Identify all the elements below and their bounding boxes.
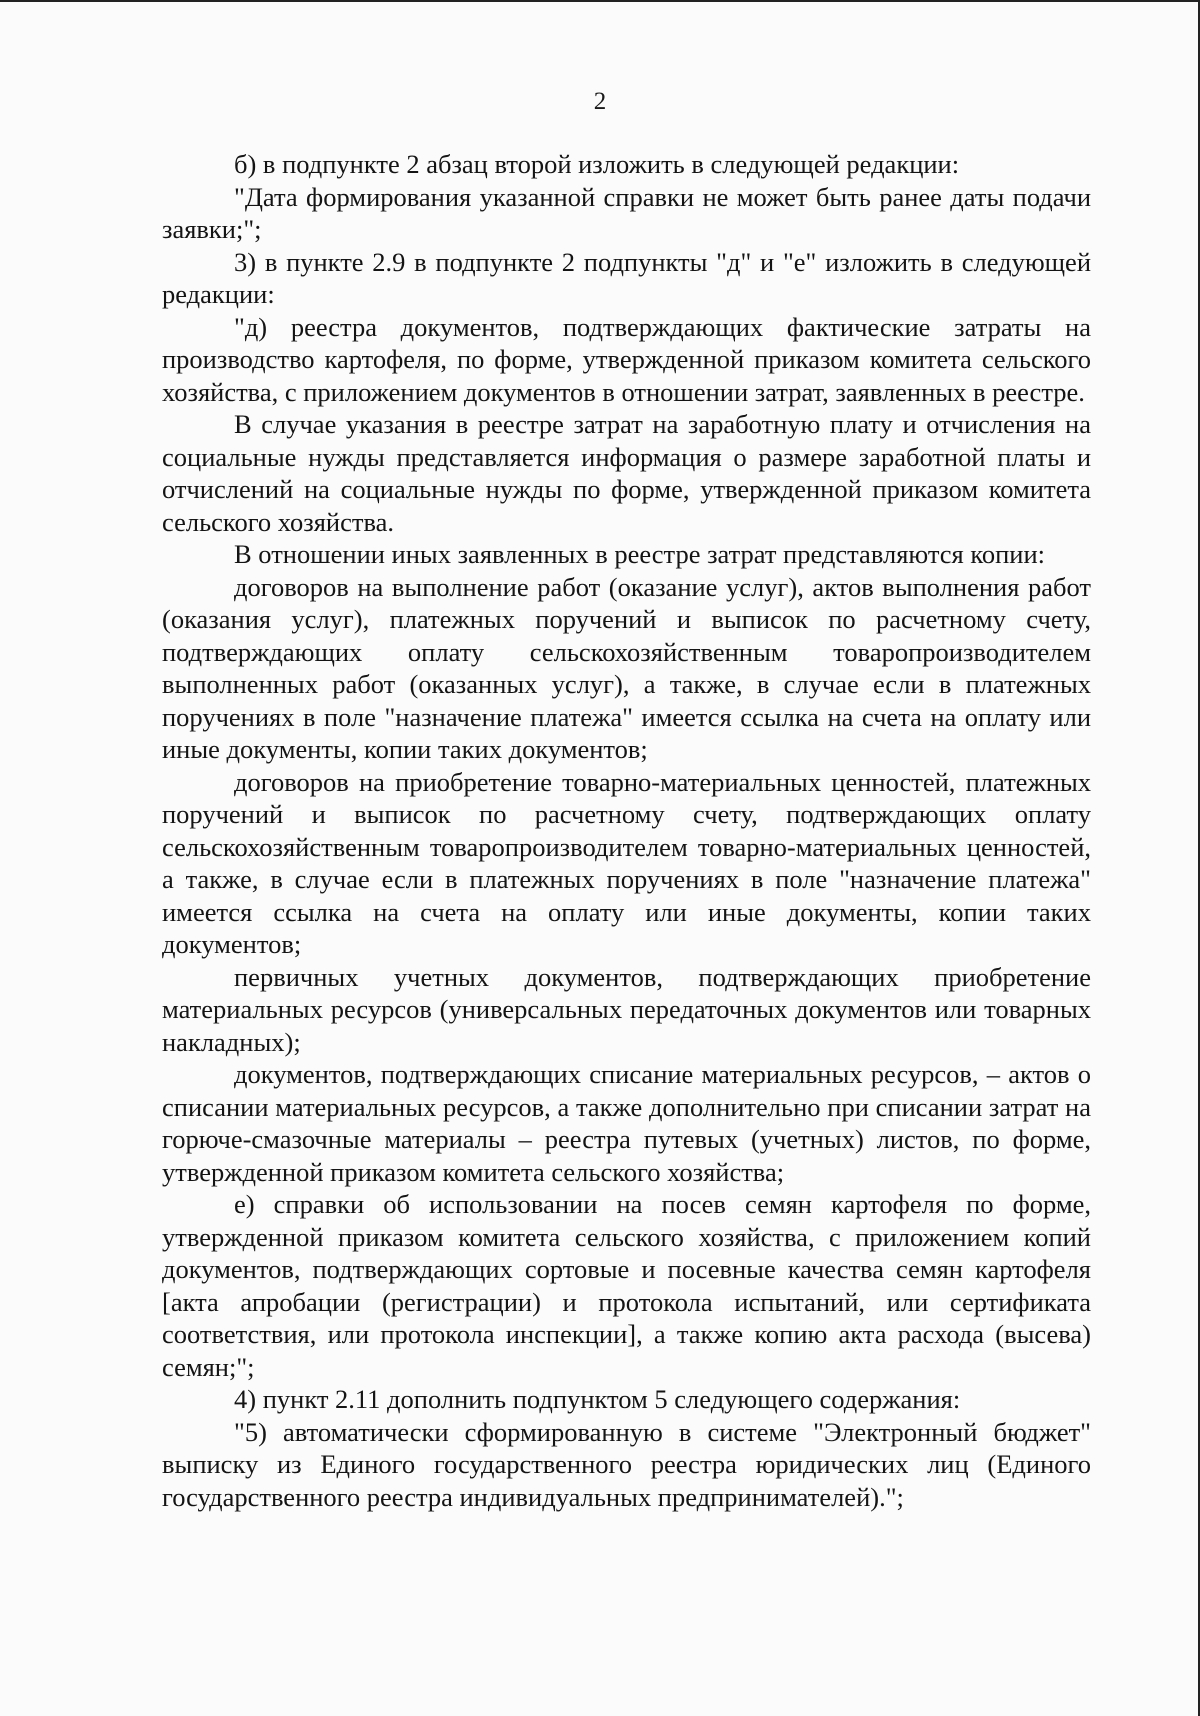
paragraph-date-requirement: "Дата формирования указанной справки не может быть ранее даты подачи заявки;"; (162, 181, 1091, 244)
paragraph-e-seed-certificate: е) справки об использовании на посев семян картофеля по форме, утвержденной приказом комитета сельского хозяйства, с приложением копий документов, подтверждающих сортовые и посевные качества семян картофеля [акта апробации (регистрации) и протокола испытаний, или сертификата соответствия, или протокола инспекции], а также копию акта расхода (высева) семян;"; (162, 1189, 1091, 1382)
paragraph-d-registry: "д) реестра документов, подтверждающих фактические затраты на производство картофеля, по форме, утвержденной приказом комитета сельского хозяйства, с приложением документов в отношении затрат, заявленных в реестре. (162, 311, 1091, 407)
page-number: 2 (593, 88, 607, 115)
paragraph-point-4: 4) пункт 2.11 дополнить подпунктом 5 следующего содержания: (234, 1384, 961, 1414)
paragraph-b-subpoint-2: б) в подпункте 2 абзац второй изложить в следующей редакции: (234, 149, 960, 179)
paragraph-purchase-contracts: договоров на приобретение товарно-материальных ценностей, платежных поручений и выписок по расчетному счету, подтверждающих оплату сельскохозяйственным товаропроизводителем товарно-материальных ценностей, а также, в случае если в платежных поручениях в поле "назначение платежа" имеется ссылка на счета на оплату или иные документы, копии таких документов; (162, 766, 1091, 959)
paragraph-write-off-documents: документов, подтверждающих списание материальных ресурсов, – актов о списании материальных ресурсов, а также дополнительно при списании затрат на горюче-смазочные материалы – реестра путевых (учетных) листов, по форме, утвержденной приказом комитета сельского хозяйства; (162, 1059, 1091, 1187)
paragraph-point-3: 3) в пункте 2.9 в подпункте 2 подпункты "д" и "е" изложить в следующей редакции: (162, 246, 1091, 309)
paragraph-subpoint-5: "5) автоматически сформированную в системе "Электронный бюджет" выписку из Единого государственного реестра юридических лиц (Единого государственного реестра индивидуальных предпринимателей)."; (162, 1416, 1091, 1512)
paragraph-salary-costs: В случае указания в реестре затрат на заработную плату и отчисления на социальные нужды представляется информация о размере заработной платы и отчислений на социальные нужды по форме, утвержденной приказом комитета сельского хозяйства. (162, 409, 1091, 537)
document-body (162, 148, 1091, 1513)
paragraph-primary-documents: первичных учетных документов, подтверждающих приобретение материальных ресурсов (универсальных передаточных документов или товарных накладных); (162, 961, 1091, 1057)
paragraph-work-contracts: договоров на выполнение работ (оказание услуг), актов выполнения работ (оказания услуг), платежных поручений и выписок по расчетному счету, подтверждающих оплату сельскохозяйственным товаропроизводителем выполненных работ (оказанных услуг), а также, в случае если в платежных поручениях в поле "назначение платежа" имеется ссылка на счета на оплату или иные документы, копии таких документов; (162, 571, 1091, 764)
paragraph-other-costs: В отношении иных заявленных в реестре затрат представляются копии: (234, 539, 1046, 569)
